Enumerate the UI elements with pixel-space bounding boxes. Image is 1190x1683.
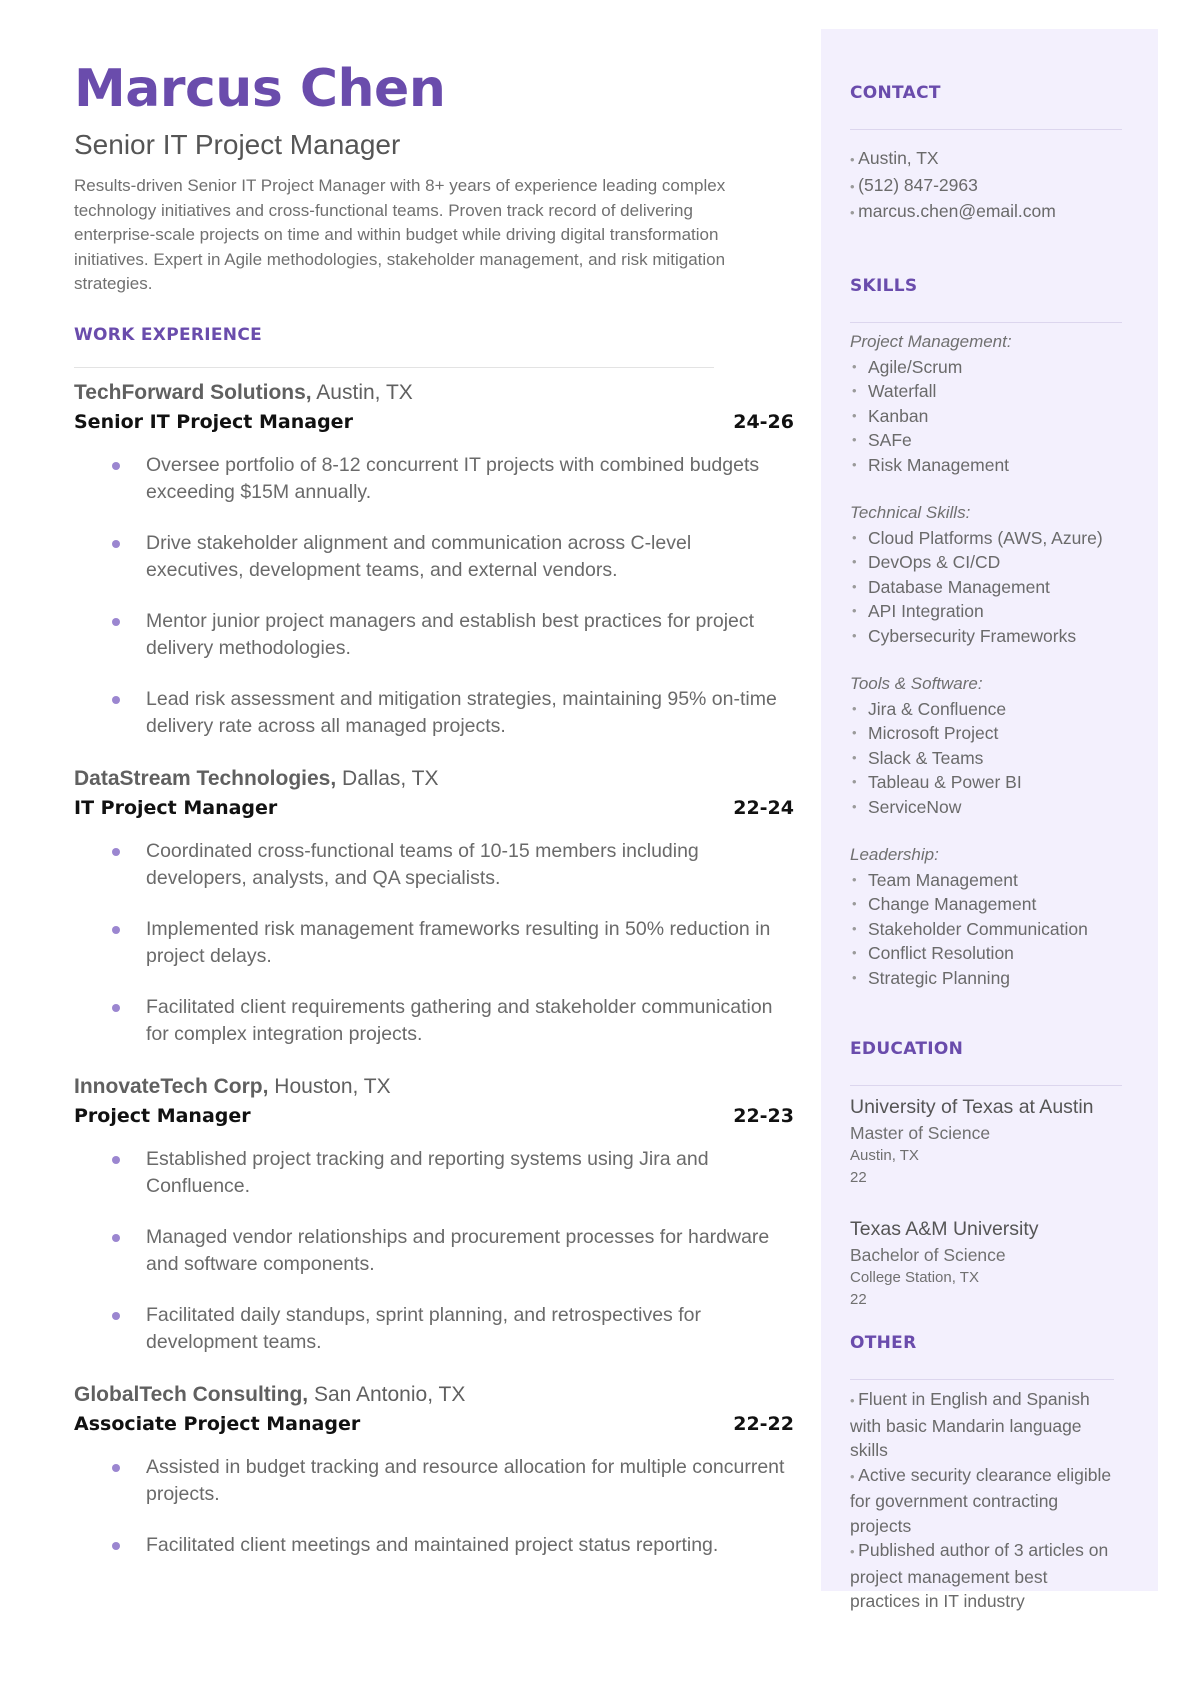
skill-group [850, 501, 1140, 648]
bullet-dot-icon [112, 618, 120, 626]
work-experience-heading: WORK EXPERIENCE [74, 324, 263, 345]
job-bullet [74, 1146, 794, 1200]
skill-item: • Microsoft Project [850, 721, 1140, 746]
job-bullet [74, 1224, 794, 1278]
company-line [74, 378, 794, 408]
bullet-dot-icon [112, 1004, 120, 1012]
skill-item: • Change Management [850, 892, 1140, 917]
company-location: San Antonio, TX [308, 1382, 466, 1406]
contact-heading: CONTACT [850, 83, 941, 103]
bullet-dot-icon [112, 1542, 120, 1550]
school-name: Texas A&M University [850, 1218, 1039, 1240]
job-bullet [74, 686, 794, 740]
job-bullet [74, 1454, 794, 1508]
degree: Bachelor of Science [850, 1245, 1006, 1265]
divider [850, 129, 1122, 130]
bullet-text: Drive stakeholder alignment and communication across C-level executives, development teams, and external vendors. [146, 531, 692, 581]
job-bullet [74, 452, 794, 506]
education-entry [850, 1093, 1140, 1189]
bullet-dot-icon [112, 1464, 120, 1472]
other-item: • Fluent in English and Spanish with basic Mandarin language skills [850, 1387, 1122, 1463]
job-entry [74, 378, 794, 740]
bullet-dot-icon [112, 462, 120, 470]
job-role: Senior IT Project Manager [74, 410, 353, 433]
degree: Master of Science [850, 1123, 991, 1143]
jobs-list [74, 378, 794, 1559]
skill-item: • Agile/Scrum [850, 355, 1140, 380]
divider [850, 1379, 1114, 1380]
contact-item: • (512) 847-2963 [850, 173, 1140, 200]
job-bullet [74, 1302, 794, 1356]
skill-item: • Database Management [850, 575, 1140, 600]
other-list [850, 1387, 1122, 1614]
skill-item: • Tableau & Power BI [850, 770, 1140, 795]
job-entry [74, 1380, 794, 1559]
job-bullet [74, 916, 794, 970]
company-name: InnovateTech Corp, [74, 1074, 269, 1098]
skill-category: Technical Skills: [850, 503, 971, 522]
bullet-dot-icon [112, 926, 120, 934]
other-item: • Active security clearance eligible for government contracting projects [850, 1463, 1122, 1539]
candidate-title: Senior IT Project Manager [74, 129, 401, 160]
candidate-name: Marcus Chen [74, 59, 446, 119]
skill-item: • SAFe [850, 428, 1140, 453]
graduation-year: 22 [850, 1169, 867, 1186]
bullet-text: Facilitated client meetings and maintained project status reporting. [146, 1533, 719, 1556]
job-role: Project Manager [74, 1104, 251, 1127]
job-entry [74, 1072, 794, 1356]
company-line [74, 1072, 794, 1102]
other-heading: OTHER [850, 1333, 917, 1353]
bullet-dot-icon [112, 540, 120, 548]
skill-item: • Strategic Planning [850, 966, 1140, 991]
company-line [74, 764, 794, 794]
school-location: Austin, TX [850, 1147, 919, 1164]
skill-item: • Waterfall [850, 379, 1140, 404]
bullet-text: Coordinated cross-functional teams of 10-15 members including developers, analysts, and QA specialists. [146, 839, 699, 889]
company-name: DataStream Technologies, [74, 766, 337, 790]
company-location: Dallas, TX [336, 766, 439, 790]
main-column [74, 58, 794, 1583]
job-bullets [74, 838, 794, 1048]
skill-group [850, 330, 1140, 477]
skill-category: Project Management: [850, 332, 1012, 351]
skill-item: • Conflict Resolution [850, 941, 1140, 966]
job-bullet [74, 530, 794, 584]
bullet-text: Facilitated client requirements gathering and stakeholder communication for complex integration projects. [146, 995, 773, 1045]
skill-category: Leadership: [850, 845, 939, 864]
divider [74, 367, 714, 368]
divider [850, 322, 1122, 323]
bullet-text: Established project tracking and reporting systems using Jira and Confluence. [146, 1147, 709, 1197]
bullet-text: Implemented risk management frameworks resulting in 50% reduction in project delays. [146, 917, 771, 967]
summary: Results-driven Senior IT Project Manager with 8+ years of experience leading complex technology initiatives and cross-functional teams. Proven track record of delivering enterprise-scale projects on time and within budget while driving digital transformation initiatives. Expert in Agile methodologies, stakeholder management, and risk mitigation strategies. [74, 176, 726, 293]
skill-group [850, 672, 1140, 819]
school-name: University of Texas at Austin [850, 1096, 1094, 1118]
contact-item: • Austin, TX [850, 146, 1140, 173]
education-list [850, 1093, 1140, 1337]
skill-item: • Risk Management [850, 453, 1140, 478]
role-line [74, 794, 794, 822]
bullet-text: Managed vendor relationships and procurement processes for hardware and software components. [146, 1225, 770, 1275]
job-bullet [74, 1532, 794, 1559]
school-location: College Station, TX [850, 1269, 979, 1286]
bullet-dot-icon [112, 1234, 120, 1242]
skill-item: • Kanban [850, 404, 1140, 429]
job-bullets [74, 1146, 794, 1356]
skills-list [850, 330, 1140, 1014]
job-bullet [74, 838, 794, 892]
skill-item: • ServiceNow [850, 795, 1140, 820]
skill-item: • Cybersecurity Frameworks [850, 624, 1140, 649]
job-bullet [74, 994, 794, 1048]
job-role: Associate Project Manager [74, 1412, 361, 1435]
company-name: TechForward Solutions, [74, 380, 312, 404]
job-dates: 22-23 [733, 1104, 794, 1127]
other-item: • Published author of 3 articles on project management best practices in IT industry [850, 1538, 1122, 1614]
job-bullet [74, 608, 794, 662]
contact-list [850, 146, 1140, 226]
skill-item: • API Integration [850, 599, 1140, 624]
education-entry [850, 1215, 1140, 1311]
skill-group [850, 843, 1140, 990]
skill-category: Tools & Software: [850, 674, 983, 693]
skill-item: • Jira & Confluence [850, 697, 1140, 722]
bullet-dot-icon [112, 1312, 120, 1320]
job-dates: 22-24 [733, 796, 794, 819]
role-line [74, 408, 794, 436]
skill-item: • Team Management [850, 868, 1140, 893]
divider [850, 1085, 1122, 1086]
role-line [74, 1410, 794, 1438]
bullet-dot-icon [112, 696, 120, 704]
bullet-text: Facilitated daily standups, sprint planning, and retrospectives for development teams. [146, 1303, 701, 1353]
contact-item: • marcus.chen@email.com [850, 199, 1140, 226]
job-bullets [74, 1454, 794, 1559]
job-bullets [74, 452, 794, 740]
company-location: Austin, TX [311, 380, 413, 404]
bullet-text: Mentor junior project managers and establish best practices for project delivery methodologies. [146, 609, 755, 659]
job-dates: 24-26 [733, 410, 794, 433]
job-dates: 22-22 [733, 1412, 794, 1435]
bullet-text: Assisted in budget tracking and resource allocation for multiple concurrent projects. [146, 1455, 785, 1505]
company-location: Houston, TX [268, 1074, 391, 1098]
job-role: IT Project Manager [74, 796, 278, 819]
company-name: GlobalTech Consulting, [74, 1382, 309, 1406]
skills-heading: SKILLS [850, 276, 918, 296]
education-heading: EDUCATION [850, 1039, 964, 1059]
graduation-year: 22 [850, 1291, 867, 1308]
bullet-text: Lead risk assessment and mitigation strategies, maintaining 95% on-time delivery rate across all managed projects. [146, 687, 777, 737]
bullet-dot-icon [112, 1156, 120, 1164]
skill-item: • Stakeholder Communication [850, 917, 1140, 942]
bullet-text: Oversee portfolio of 8-12 concurrent IT projects with combined budgets exceeding $15M annually. [146, 453, 760, 503]
company-line [74, 1380, 794, 1410]
role-line [74, 1102, 794, 1130]
bullet-dot-icon [112, 848, 120, 856]
skill-item: • Slack & Teams [850, 746, 1140, 771]
skill-item: • DevOps & CI/CD [850, 550, 1140, 575]
sidebar [821, 29, 1158, 1611]
job-entry [74, 764, 794, 1048]
skill-item: • Cloud Platforms (AWS, Azure) [850, 526, 1140, 551]
